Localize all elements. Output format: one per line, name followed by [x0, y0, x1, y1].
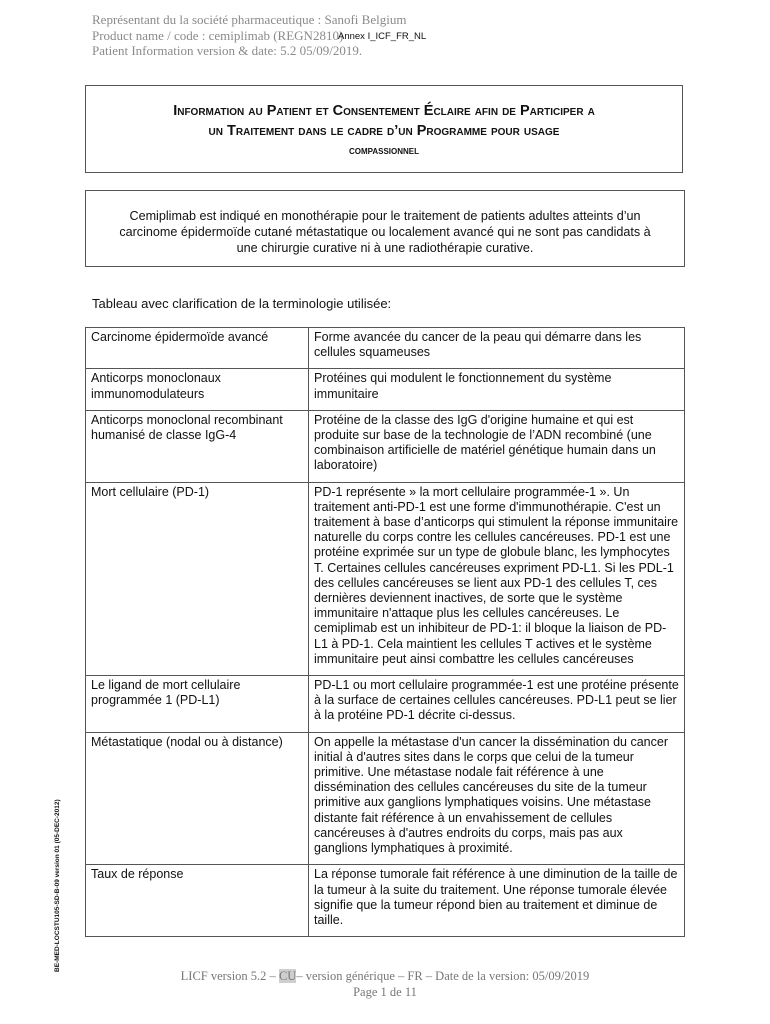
table-row	[86, 410, 685, 482]
term-cell: Mort cellulaire (PD-1)	[86, 482, 309, 675]
indication-text	[86, 208, 684, 256]
terminology-table	[85, 327, 685, 937]
header-version: Patient Information version & date: 5.2 05/09/2019.	[92, 43, 363, 58]
title-line-1: Information au Patient et Consentement Éclaire afin de Participer a	[173, 103, 595, 119]
footer-version-line	[0, 968, 770, 984]
annex-label: Annex I_ICF_FR_NL	[338, 31, 427, 42]
term-cell: Carcinome épidermoïde avancé	[86, 328, 309, 369]
definition-cell: On appelle la métastase d'un cancer la dissémination du cancer initial à d'autres sites dans le corps que celui de la tumeur primitive. Une métastase nodale fait référence à une dissémination des cellules cancéreuses du site de la tumeur primitive aux ganglions lymphatiques voisins. Une métastase distante fait référence à un envahissement de cellules cancéreuses à d'autres endroits du corps, mais pas aux ganglions lymphatiques à proximité.	[309, 732, 685, 865]
indication-line-1: Cemiplimab est indiqué en monothérapie pour le traitement de patients adultes atteints d’un	[129, 209, 641, 223]
term-cell: Anticorps monoclonal recombinant humanisé de classe IgG-4	[86, 410, 309, 482]
footer-version-part1: LICF version 5.2 –	[180, 969, 279, 983]
header-company: Représentant du la société pharmaceutique : Sanofi Belgium	[92, 12, 407, 27]
indication-line-3: une chirurgie curative ni à une radiothérapie curative.	[236, 241, 534, 255]
table-row	[86, 328, 685, 369]
definition-cell: PD-L1 ou mort cellulaire programmée-1 est une protéine présente à la surface de certaines cellules cancéreuses. PD-L1 peut se lier à la protéine PD-1 décrite ci-dessus.	[309, 676, 685, 733]
definition-cell: La réponse tumorale fait référence à une diminution de la taille de la tumeur à la suite du traitement. Une réponse tumorale élevée signifie que la tumeur répond bien au traitement et diminue de taille.	[309, 865, 685, 937]
term-cell: Le ligand de mort cellulaire programmée 1 (PD-L1)	[86, 676, 309, 733]
page-footer	[0, 968, 770, 1000]
table-row	[86, 369, 685, 410]
title-line-3: compassionnel	[348, 145, 420, 157]
footer-version-part2: – version générique – FR – Date de la version: 05/09/2019	[296, 969, 590, 983]
definition-cell: Protéine de la classe des IgG d'origine humaine et qui est produite sur base de la technologie de l’ADN recombiné (une combinaison artificielle de matériel génétique humain dans un laboratoire)	[309, 410, 685, 482]
side-document-code: BE-MED-LOCSTU105-SD-B-09 version 01 (05-DEC-2012)	[54, 799, 61, 972]
page-title	[86, 101, 682, 161]
indication-line-2: carcinome épidermoïde cutané métastatique ou localement avancé qui ne sont pas candidats à	[119, 225, 651, 239]
header-product: Product name / code : cemiplimab (REGN2810)	[92, 27, 344, 43]
indication-box	[85, 190, 685, 267]
definition-cell: Protéines qui modulent le fonctionnement du système immunitaire	[309, 369, 685, 410]
definition-cell: Forme avancée du cancer de la peau qui démarre dans les cellules squameuses	[309, 328, 685, 369]
table-caption: Tableau avec clarification de la terminologie utilisée:	[92, 296, 392, 311]
table-row	[86, 676, 685, 733]
term-cell: Métastatique (nodal ou à distance)	[86, 732, 309, 865]
definition-cell: PD-1 représente » la mort cellulaire programmée-1 ». Un traitement anti-PD-1 est une forme d'immunothérapie. C'est un traitement à base d’anticorps qui stimulent la réponse immunitaire naturelle du corps contre les cellules cancéreuses. PD-1 est une protéine exprimée sur un type de globule blanc, les lymphocytes T. Certaines cellules cancéreuses expriment PD-L1. Si les PDL-1 des cellules cancéreuses se lient aux PD-1 des cellules T, ces dernières deviennent inactives, de sorte que le système immunitaire n'attaque plus les cellules cancéreuses. Le cemiplimab est un inhibiteur de PD-1: il bloque la liaison de PD-L1 à PD-1. Cela maintient les cellules T actives et le système immunitaire peut ainsi combattre les cellules cancéreuses	[309, 482, 685, 675]
table-row	[86, 865, 685, 937]
footer-page-number: Page 1 de 11	[353, 985, 417, 999]
term-cell: Anticorps monoclonaux immunomodulateurs	[86, 369, 309, 410]
footer-highlight: CU	[278, 969, 297, 983]
title-line-2: un Traitement dans le cadre d’un Programme pour usage	[208, 123, 560, 139]
table-row	[86, 732, 685, 865]
term-cell: Taux de réponse	[86, 865, 309, 937]
title-box	[85, 85, 683, 173]
table-row	[86, 482, 685, 675]
